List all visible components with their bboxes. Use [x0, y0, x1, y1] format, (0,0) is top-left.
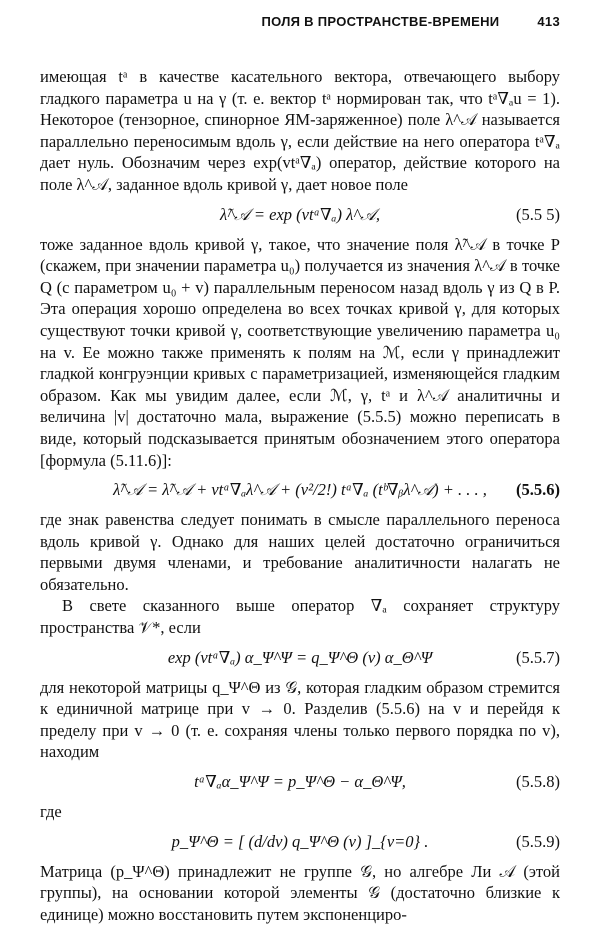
equation-5-5-6-number: (5.5.6) [516, 480, 560, 500]
paragraph-1: имеющая tᵃ в качестве касательного вектора, отвечающего выбору гладкого параметра u на γ (т. е. вектор tᵃ нормирован так, что tᵃ∇ₐu = 1). Некоторое (тензорное, спинорное ЯМ-заряженное) поле λ^𝒜 называется параллельно переносимым вдоль γ, если действие на него оператора tᵃ∇ₐ дает нуль. Обозначим через exp(vtᵃ∇ₐ) оператор, действие которого на поле λ^𝒜, заданное вдоль кривой γ, дает новое поле [40, 67, 560, 194]
equation-5-5-9-formula: p_Ψ^Θ = [ (d/dv) q_Ψ^Θ (v) ]_{v=0} . [171, 831, 429, 851]
equation-5-5-8 [40, 771, 560, 793]
equation-5-5-8-formula: tᵃ∇ₐα_Ψ^Ψ = p_Ψ^Θ − α_Θ^Ψ, [194, 772, 406, 792]
equation-5-5-7 [40, 647, 560, 669]
equation-5-5-8-number: (5.5.8) [516, 772, 560, 792]
equation-5-5-7-formula: exp (vtᵃ∇ₐ) α_Ψ^Ψ = q_Ψ^Θ (v) α_Θ^Ψ [167, 647, 433, 667]
equation-5-5-5 [40, 204, 560, 226]
page-number: 413 [537, 14, 560, 29]
paragraph-3: где знак равенства следует понимать в смысле параллельного переноса вдоль кривой γ. Однако для наших целей достаточно ограничиться первыми двумя членами, и требование аналитичности налагать не обязательно. [40, 510, 560, 594]
paragraph-2: тоже заданное вдоль кривой γ, такое, что значение поля λ̃^𝒜 в точке P (скажем, при значении параметра u₀) получается из значения λ^𝒜 в точке Q (с параметром u₀ + v) параллельным переносом назад вдоль γ из Q в P. Эта операция хорошо определена во всех точках кривой γ, для которых существуют точки кривой γ, соответствующие увеличению параметра u₀ на v. Ее можно также применять к полям на ℳ, если γ принадлежит гладкой конгруэнции кривых с параметризацией, изменяющейся гладким образом. Как мы увидим далее, если ℳ, γ, tᵃ и λ^𝒜 аналитичны и величина |v| достаточно мала, выражение (5.5.5) можно переписать в виде, который подсказывается принятым обозначением этого оператора [формула (5.11.6)]: [40, 234, 560, 470]
label-gde: где [40, 802, 62, 822]
paragraph-6: Матрица (p_Ψ^Θ) принадлежит не группе 𝒢, но алгебре Ли 𝒜 (этой группы), на основании которой элементы 𝒢 (достаточно близкие к единице) можно восстановить путем экспоненциро- [40, 861, 560, 924]
running-head [0, 14, 560, 29]
equation-5-5-7-number: (5.5.7) [516, 647, 560, 667]
equation-5-5-5-number: (5.5 5) [516, 204, 560, 224]
equation-5-5-5-formula: λ̃^𝒜 = exp (vtᵃ∇ₐ) λ^𝒜, [220, 204, 380, 224]
equation-5-5-9 [40, 831, 560, 853]
body-text [40, 66, 560, 925]
paragraph-4: В свете сказанного выше оператор ∇ₐ сохраняет структуру пространства 𝒱*, если [40, 596, 560, 638]
equation-5-5-6-formula: λ̃^𝒜 = λ̃^𝒜 + vtᵃ∇ₐλ^𝒜 + (v²/2!) tᵃ∇ₐ (tᵇ∇ᵦλ^𝒜) + . . . , [113, 480, 487, 500]
equation-5-5-6 [40, 479, 560, 501]
running-head-title: ПОЛЯ В ПРОСТРАНСТВЕ-ВРЕМЕНИ [261, 14, 500, 29]
equation-5-5-9-number: (5.5.9) [516, 831, 560, 851]
paragraph-5: для некоторой матрицы q_Ψ^Θ из 𝒢, которая гладким образом стремится к единичной матрице при v → 0. Разделив (5.5.6) на v и перейдя к пределу при v → 0 (т. е. сохраняя члены только первого порядка по v), находим [40, 677, 560, 762]
